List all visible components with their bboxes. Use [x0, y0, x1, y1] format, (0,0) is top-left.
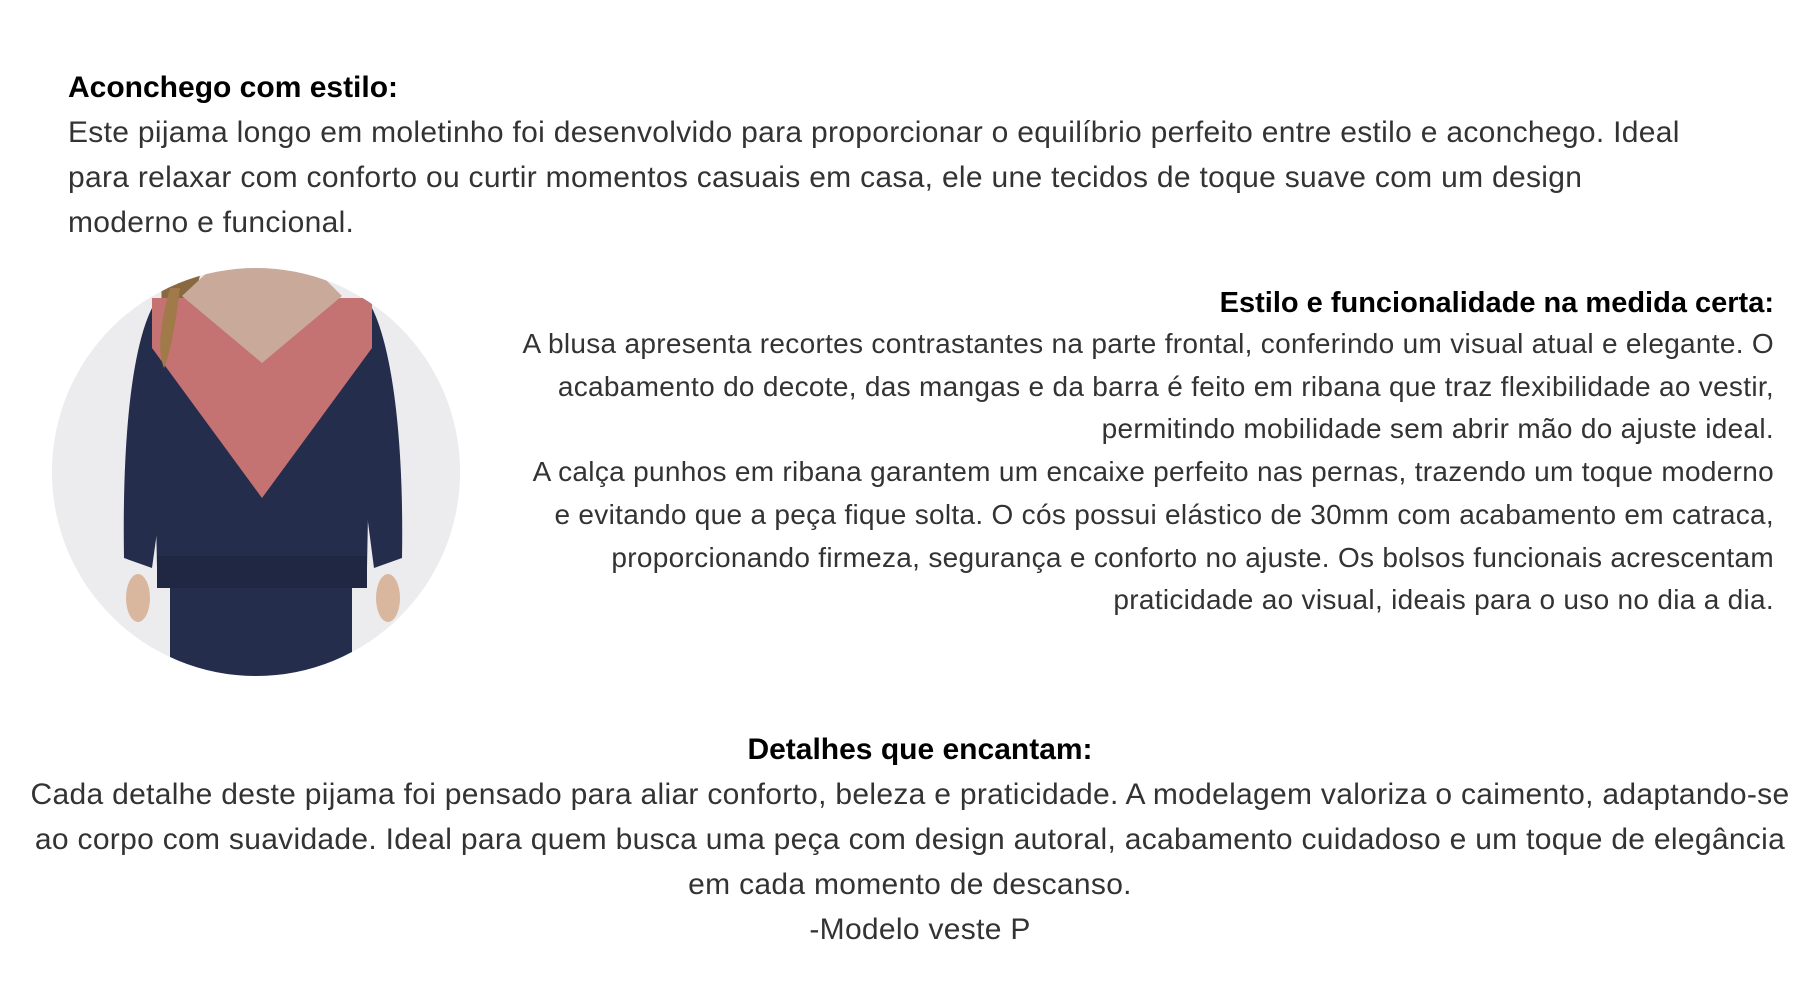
model-size-note: -Modelo veste P	[809, 913, 1031, 946]
pajama-illustration	[52, 268, 460, 676]
style-paragraph-blouse: A blusa apresenta recortes contrastantes na parte frontal, conferindo um visual atual e elegante. O acabamento do decote, das mangas e da barra é feito em ribana que traz flexibilidade ao vestir, permitindo mobilidade sem abrir mão do ajuste ideal.	[522, 328, 1774, 445]
details-title: Detalhes que encantam:	[747, 733, 1093, 766]
style-section	[514, 283, 1774, 622]
intro-section	[68, 66, 1728, 245]
intro-title: Aconchego com estilo:	[68, 71, 399, 104]
details-text: Cada detalhe deste pijama foi pensado para aliar conforto, beleza e praticidade. A modelagem valoriza o caimento, adaptando-se ao corpo com suavidade. Ideal para quem busca uma peça com design autoral, acabamento cuidadoso e um toque de elegância em cada momento de descanso.	[30, 778, 1790, 901]
style-title: Estilo e funcionalidade na medida certa:	[1219, 287, 1774, 319]
details-section	[20, 728, 1800, 952]
product-photo	[52, 268, 460, 676]
intro-text: Este pijama longo em moletinho foi desenvolvido para proporcionar o equilíbrio perfeito entre estilo e aconchego. Ideal para relaxar com conforto ou curtir momentos casuais em casa, ele une tecidos de toque suave com um design moderno e funcional.	[68, 116, 1680, 239]
style-paragraph-pants: A calça punhos em ribana garantem um encaixe perfeito nas pernas, trazendo um toque moderno e evitando que a peça fique solta. O cós possui elástico de 30mm com acabamento em catraca, proporcionando firmeza, segurança e conforto no ajuste. Os bolsos funcionais acrescentam praticidade ao visual, ideais para o uso no dia a dia.	[532, 456, 1774, 616]
